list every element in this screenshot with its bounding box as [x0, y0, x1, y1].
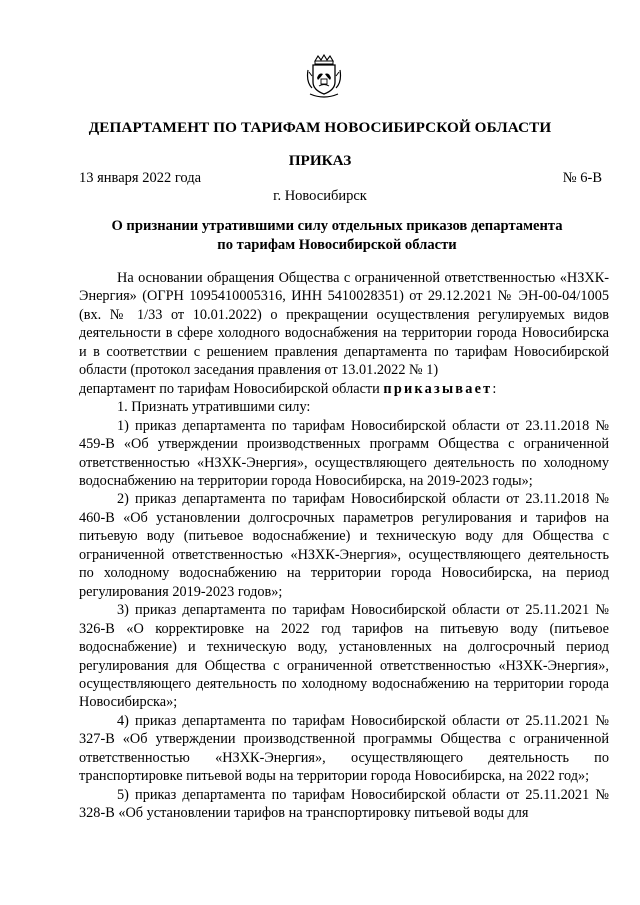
subitem-1: 1) приказ департамента по тарифам Новосибирской области от 23.11.2018 № 459-В «Об утверждении производственных программ Общества с ограниченной ответственностью «НЗХК-Энергия», осуществляющего деятельность по холодному водоснабжению на территории города Новосибирска, на 2019-2023 годы»; — [79, 417, 609, 489]
department-title: ДЕПАРТАМЕНТ ПО ТАРИФАМ НОВОСИБИРСКОЙ ОБЛАСТИ — [88, 119, 552, 136]
subitem-2: 2) приказ департамента по тарифам Новосибирской области от 23.11.2018 № 460-В «Об установлении долгосрочных параметров регулирования и тарифов на питьевую воду (питьевое водоснабжение) и техническую воду для Общества с ограниченной ответственностью «НЗХК-Энергия», осуществляющего деятельность по холодному водоснабжению на территории города Новосибирска, на период регулирования 2019-2023 годов»; — [79, 491, 609, 600]
subitem-4: 4) приказ департамента по тарифам Новосибирской области от 25.11.2021 № 327-В «Об утверждении производственной программы Общества с ограниченной ответственностью «НЗХК-Энергия», осуществляющего деятельность по транспортировке питьевой воды на территории города Новосибирска, на 2022 год»; — [79, 712, 609, 785]
decree-line — [79, 380, 609, 398]
coat-of-arms-icon — [306, 54, 342, 100]
document-subject: О признании утратившими силу отдельных приказов департамента по тарифам Новосибирской области — [111, 218, 563, 253]
document-city: г. Новосибирск — [273, 188, 367, 204]
document-date: 13 января 2022 года — [79, 170, 202, 186]
subitem-5: 5) приказ департамента по тарифам Новосибирской области от 25.11.2021 № 328-В «Об установлении тарифов на транспортировку питьевой воды для — [79, 786, 609, 822]
decree-word: приказывает — [383, 380, 493, 397]
document-type-title: ПРИКАЗ — [288, 152, 352, 169]
intro-paragraph: На основании обращения Общества с ограниченной ответственностью «НЗХК-Энергия» (ОГРН 1095410005316, ИНН 5410028351) от 29.12.2021 № ЭН-00-04/1005 (вх. № 1/33 от 10.01.2022) о прекращении осуществления регулируемых видов деятельности в сфере холодного водоснабжения на территории города Новосибирска и в соответствии с решением правления департамента по тарифам Новосибирской области (протокол заседания правления от 13.01.2022 № 1) — [79, 270, 609, 379]
decree-suffix: : — [492, 380, 497, 397]
document-number: № 6-В — [562, 170, 602, 186]
item-1: 1. Признать утратившими силу: — [117, 399, 311, 416]
decree-prefix: департамент по тарифам Новосибирской области — [79, 380, 380, 397]
subitem-3: 3) приказ департамента по тарифам Новосибирской области от 25.11.2021 № 326-В «О корректировке на 2022 год тарифов на питьевую воду (питьевое водоснабжение) и техническую воду, установленных на долгосрочный период регулирования для Общества с ограниченной ответственностью «НЗХК-Энергия», осуществляющего деятельность по холодному водоснабжению на территории города Новосибирска»; — [79, 602, 609, 711]
document-body — [79, 269, 609, 823]
